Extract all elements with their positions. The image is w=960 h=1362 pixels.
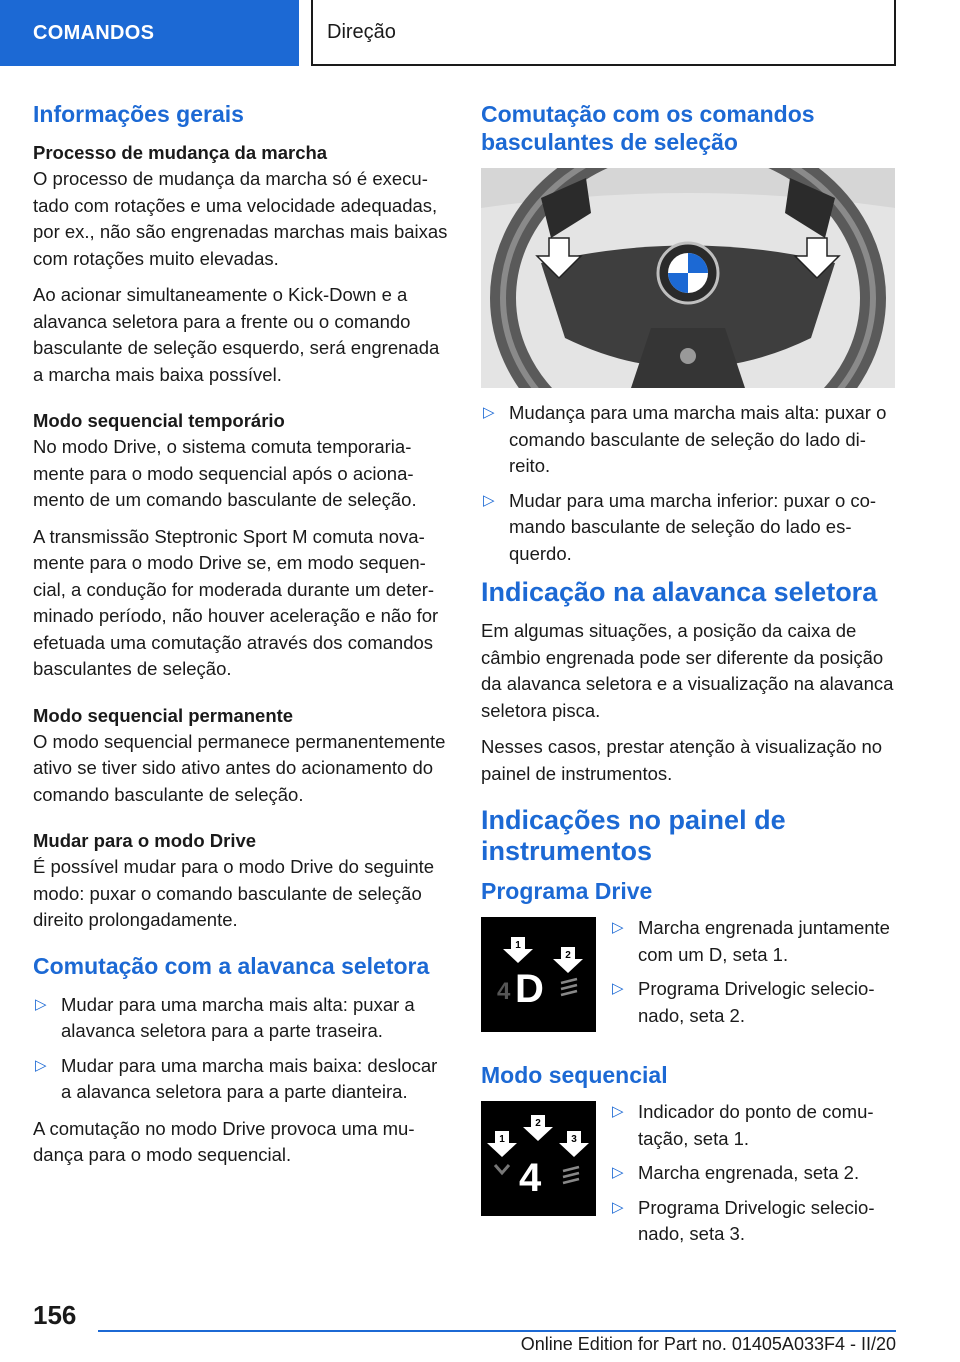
heading-lever-display: Indicação na alavanca seletora xyxy=(481,577,878,607)
list-item: ▷ Mudar para uma marcha mais alta: puxar a alavanca seletora para a parte traseira. xyxy=(35,993,415,1041)
heading-selector-lever: Comutação com a alavanca seletora xyxy=(33,952,430,979)
subheading-sequential-mode: Modo sequencial xyxy=(481,1062,668,1088)
sequential-figure-row xyxy=(481,1101,897,1266)
steering-wheel-image xyxy=(481,168,895,388)
drive-display-image xyxy=(481,917,596,1032)
list-item: ▷ Marcha engrenada juntamente com um D, seta 1. xyxy=(612,917,890,965)
page-number: 156 xyxy=(33,1300,77,1330)
paragraph: A comutação no modo Drive provoca uma mudança para o modo sequencial. xyxy=(33,1117,415,1165)
list-item: ▷ Marcha engrenada, seta 2. xyxy=(610,1160,897,1187)
paragraph: O modo sequencial permanece permanentemente ativo se tiver sido ativo antes do acionamento do comando basculante de seleção. xyxy=(33,730,446,805)
subheading-temporary-sequential: Modo sequencial temporário xyxy=(33,410,285,431)
list-item: ▷ Programa Drivelogic selecionado, seta 3. xyxy=(612,1196,875,1244)
page-header xyxy=(0,0,960,66)
arrow-2-label: 2 xyxy=(565,950,571,961)
subheading-drive-mode: Mudar para o modo Drive xyxy=(33,830,257,851)
chapter-title: Direção xyxy=(311,0,896,66)
arrow-3-label: 3 xyxy=(571,1134,577,1145)
triangle-bullet-icon: ▷ xyxy=(612,919,624,936)
fig-left-digit: 4 xyxy=(497,978,511,1005)
paragraph: O processo de mudança da marcha só é executado com rotações e uma velocidade adequadas, por ex., não são engrenadas marchas mais baixas com rotações muito elevadas. xyxy=(33,168,448,269)
triangle-bullet-icon: ▷ xyxy=(35,995,47,1013)
triangle-bullet-icon: ▷ xyxy=(612,1198,624,1216)
subheading-permanent-sequential: Modo sequencial permanente xyxy=(33,704,294,726)
bullet-list xyxy=(610,1099,897,1256)
paragraph: Ao acionar simultaneamente o Kick-Down e a alavanca seletora para a frente ou o comando basculante de seleção esquerdo, será engrenada a marcha mais baixa possível. xyxy=(33,284,440,385)
edition-text: Online Edition for Part no. 01405A033F4 - II/20 xyxy=(520,1334,896,1354)
section-tab: COMANDOS xyxy=(0,0,299,66)
list-item: ▷ Mudar para uma marcha inferior: puxar o comando basculante de seleção do lado esquerdo. xyxy=(483,489,877,564)
triangle-bullet-icon: ▷ xyxy=(483,404,495,421)
paragraph: Em algumas situações, a posição da caixa de câmbio engrenada pode ser diferente da posição da alavanca seletora e a visualização na alavanca seletora pisca. xyxy=(481,620,894,721)
fig-gear-number: 4 xyxy=(519,1156,542,1200)
heading-general-info: Informações gerais xyxy=(33,101,244,127)
page-footer xyxy=(0,1290,960,1362)
triangle-bullet-icon: ▷ xyxy=(612,1164,624,1181)
paragraph: A transmissão Steptronic Sport M comuta novamente para o modo Drive se, em modo sequencial, a condução for moderada durante um determinado período, não houver aceleração e não for efetuada uma comutação através dos comandos basculantes de seleção. xyxy=(33,525,439,679)
list-item: ▷ Indicador do ponto de comutação, seta 1. xyxy=(612,1101,874,1149)
list-item: ▷ Mudança para uma marcha mais alta: puxar o comando basculante de seleção do lado direito. xyxy=(483,402,887,476)
list-item: ▷ Programa Drivelogic selecionado, seta 2. xyxy=(612,978,875,1026)
footer-divider xyxy=(98,1330,896,1332)
triangle-bullet-icon: ▷ xyxy=(612,980,624,997)
right-column xyxy=(481,100,897,1280)
triangle-bullet-icon: ▷ xyxy=(483,491,495,509)
bullet-list xyxy=(481,400,897,567)
bullet-list xyxy=(610,915,897,1037)
arrow-1-label: 1 xyxy=(499,1134,505,1145)
subheading-drive-program: Programa Drive xyxy=(481,878,653,904)
heading-paddle-shifters: Comutação com os comandos basculantes de seleção xyxy=(481,101,815,155)
fig-gear-letter: D xyxy=(515,967,544,1011)
paragraph: No modo Drive, o sistema comuta temporariamente para o modo sequencial após o acionamento de um comando basculante de seleção. xyxy=(33,436,417,510)
left-column xyxy=(33,100,449,1179)
sequential-display-image xyxy=(481,1101,596,1216)
triangle-bullet-icon: ▷ xyxy=(35,1056,47,1074)
list-item: ▷ Mudar para uma marcha mais baixa: deslocar a alavanca seletora para a parte dianteira. xyxy=(35,1054,438,1102)
arrow-2-label: 2 xyxy=(535,1118,541,1129)
paragraph: É possível mudar para o modo Drive do seguinte modo: puxar o comando basculante de seleção direito prolongadamente. xyxy=(33,856,435,930)
heading-instrument-cluster: Indicações no painel de instrumentos xyxy=(481,805,786,866)
arrow-1-label: 1 xyxy=(515,940,521,951)
triangle-bullet-icon: ▷ xyxy=(612,1103,624,1120)
paragraph: Nesses casos, prestar atenção à visualização no painel de instrumentos. xyxy=(481,736,883,784)
drive-figure-row xyxy=(481,917,897,1047)
subheading-shift-process: Processo de mudança da marcha xyxy=(33,142,328,163)
bullet-list xyxy=(33,992,449,1106)
